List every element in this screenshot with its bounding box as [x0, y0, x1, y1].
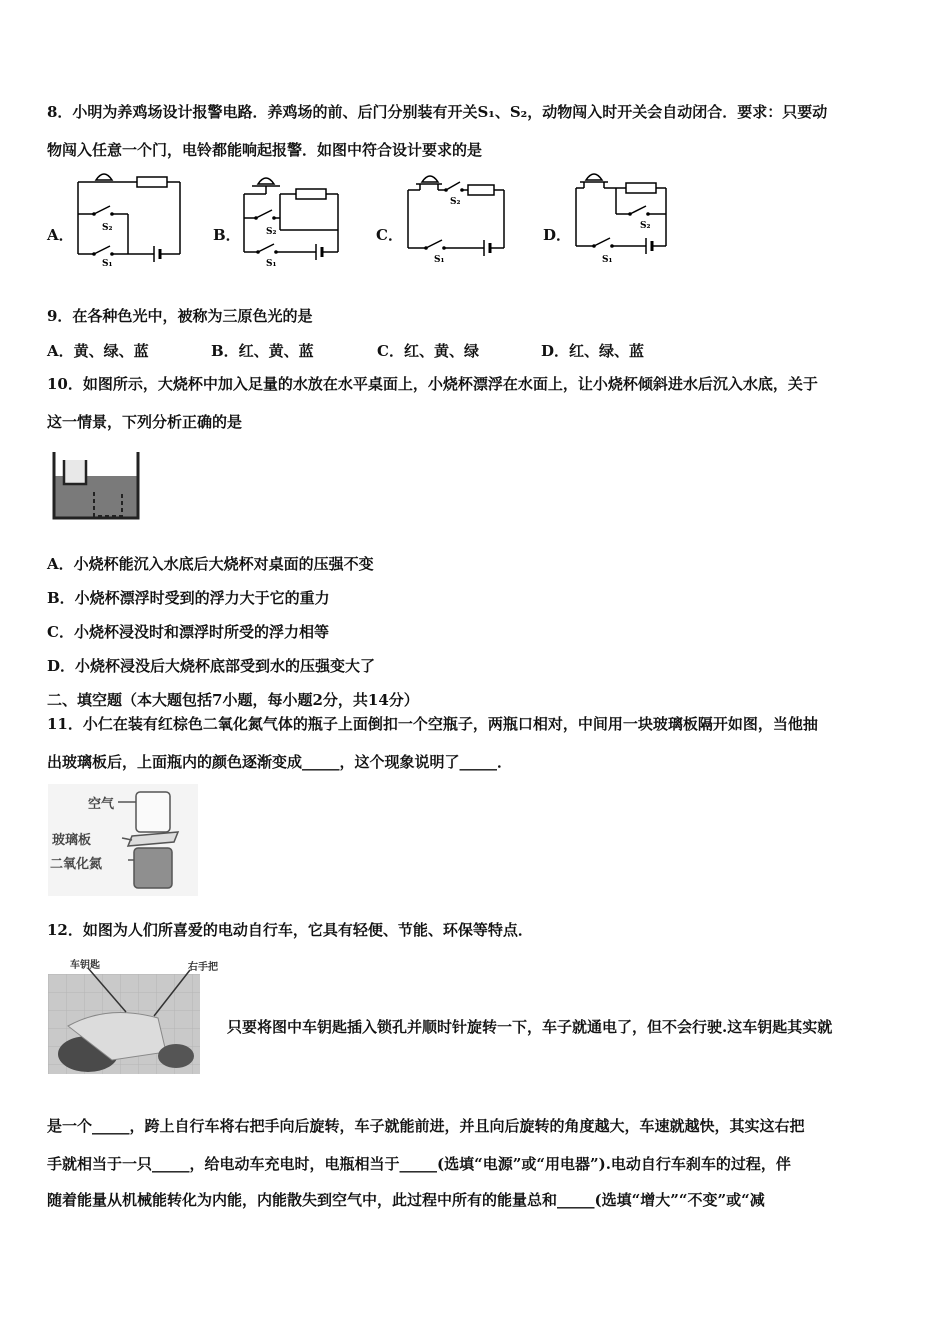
air-label: 空气 [88, 797, 115, 812]
q8-circuit-d [570, 168, 685, 268]
q9-option-c: C．红、黄、绿 [377, 342, 479, 360]
s2-label: S₂ [266, 227, 277, 237]
q10-beaker-figure [50, 452, 142, 522]
q8-option-b-label: B． [213, 226, 241, 244]
resistor-icon [137, 177, 167, 187]
q9-option-b: B．红、黄、蓝 [211, 342, 314, 360]
bell-icon [258, 178, 274, 184]
car-key-label: 车钥匙 [70, 960, 100, 971]
glass-plate-label: 玻璃板 [52, 833, 92, 848]
right-handle-label: 右手把 [188, 962, 218, 973]
s1-label: S₁ [266, 259, 277, 268]
q11-stem-line2: 出玻璃板后，上面瓶内的颜色逐渐变成_____，这个现象说明了_____． [47, 753, 513, 771]
bell-icon [422, 176, 438, 182]
q8-circuit-a [72, 168, 187, 268]
q8-option-d-label: D． [543, 226, 572, 244]
q12-line3: 随着能量从机械能转化为内能，内能散失到空气中，此过程中所有的能量总和_____(选填“增大”“不变”或“减 [47, 1191, 765, 1209]
s2-label: S₂ [450, 197, 461, 207]
q8-option-a-label: A． [47, 226, 74, 244]
q8-circuit-c [402, 168, 517, 268]
q10-option-a: A．小烧杯能沉入水底后大烧杯对桌面的压强不变 [47, 555, 374, 573]
bell-icon [96, 174, 112, 180]
q10-option-c: C．小烧杯浸没时和漂浮时所受的浮力相等 [47, 623, 329, 641]
s2-label: S₂ [640, 221, 651, 231]
resistor-icon [296, 189, 326, 199]
q10-option-d: D．小烧杯浸没后大烧杯底部受到水的压强变大了 [47, 657, 376, 675]
q9-option-d: D．红、绿、蓝 [541, 342, 645, 360]
q8-circuit-b [238, 168, 353, 268]
q8-option-c-label: C． [376, 226, 403, 244]
q8-stem-line1: 8．小明为养鸡场设计报警电路．养鸡场的前、后门分别装有开关S₁、S₂，动物闯入时开关会自动闭合．要求：只要动 [47, 103, 828, 121]
q10-stem-line2: 这一情景，下列分析正确的是 [47, 413, 243, 431]
q12-stem: 12．如图为人们所喜爱的电动自行车，它具有轻便、节能、环保等特点． [47, 921, 533, 939]
s1-label: S₁ [602, 255, 613, 265]
q10-stem-line1: 10．如图所示，大烧杯中加入足量的水放在水平桌面上，小烧杯漂浮在水面上，让小烧杯倾斜进水后沉入水底，关于 [47, 375, 818, 393]
q10-option-b: B．小烧杯漂浮时受到的浮力大于它的重力 [47, 589, 330, 607]
s2-label: S₂ [102, 223, 113, 233]
s1-label: S₁ [102, 259, 113, 268]
section-heading: 二、填空题（本大题包括7小题，每小题2分，共14分） [47, 691, 419, 709]
no2-label: 二氧化氮 [50, 857, 103, 872]
q8-stem-line2: 物闯入任意一个门，电铃都能响起报警．如图中符合设计要求的是 [47, 141, 483, 159]
resistor-icon [468, 185, 494, 195]
s1-label: S₁ [434, 255, 445, 265]
q12-line2: 手就相当于一只_____，给电动车充电时，电瓶相当于_____(选填“电源”或“用电器”).电动自行车刹车的过程，伴 [47, 1155, 791, 1173]
q9-option-a: A．黄、绿、蓝 [47, 342, 149, 360]
q9-options [47, 340, 747, 360]
resistor-icon [626, 183, 656, 193]
q11-stem-line1: 11．小仁在装有红棕色二氧化氮气体的瓶子上面倒扣一个空瓶子，两瓶口相对，中间用一块玻璃板隔开如图，当他抽 [47, 715, 818, 733]
q9-stem: 9．在各种色光中，被称为三原色光的是 [47, 307, 313, 325]
q12-ebike-photo [48, 956, 228, 1076]
q12-line1: 是一个_____，跨上自行车将右把手向后旋转，车子就能前进，并且向后旋转的角度越大，车速就越快，其实这右把 [47, 1117, 805, 1135]
bell-icon [586, 174, 602, 180]
q12-side-text: 只要将图中车钥匙插入锁孔并顺时针旋转一下，车子就通电了，但不会行驶.这车钥匙其实就 [227, 1018, 833, 1036]
q11-bottle-figure [48, 784, 198, 896]
